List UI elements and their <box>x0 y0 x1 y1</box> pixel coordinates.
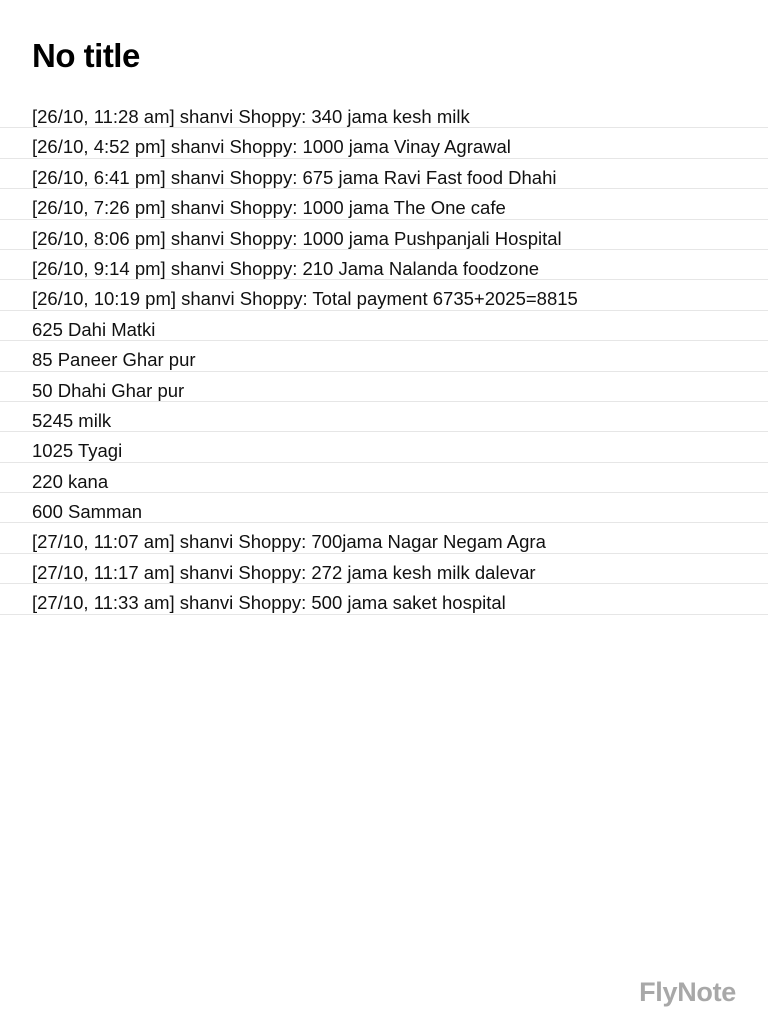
note-line: [26/10, 4:52 pm] shanvi Shoppy: 1000 jama Vinay Agrawal <box>0 128 768 158</box>
note-line: [26/10, 11:28 am] shanvi Shoppy: 340 jama kesh milk <box>0 98 768 128</box>
note-line: [26/10, 7:26 pm] shanvi Shoppy: 1000 jama The One cafe <box>0 189 768 219</box>
page-title: No title <box>32 37 140 74</box>
note-line: [27/10, 11:33 am] shanvi Shoppy: 500 jama saket hospital <box>0 584 768 614</box>
note-line: [26/10, 10:19 pm] shanvi Shoppy: Total payment 6735+2025=8815 <box>0 280 768 310</box>
note-line: 50 Dhahi Ghar pur <box>0 372 768 402</box>
note-line: 5245 milk <box>0 402 768 432</box>
note-line: [26/10, 8:06 pm] shanvi Shoppy: 1000 jama Pushpanjali Hospital <box>0 220 768 250</box>
note-line: 85 Paneer Ghar pur <box>0 341 768 371</box>
brand-logo: FlyNote <box>639 977 736 1007</box>
note-line: [27/10, 11:17 am] shanvi Shoppy: 272 jama kesh milk dalevar <box>0 554 768 584</box>
note-line: 220 kana <box>0 463 768 493</box>
note-line: 1025 Tyagi <box>0 432 768 462</box>
note-line: 625 Dahi Matki <box>0 311 768 341</box>
note-line: [26/10, 9:14 pm] shanvi Shoppy: 210 Jama Nalanda foodzone <box>0 250 768 280</box>
note-line: [27/10, 11:07 am] shanvi Shoppy: 700jama Nagar Negam Agra <box>0 523 768 553</box>
note-body <box>0 98 768 615</box>
note-line: 600 Samman <box>0 493 768 523</box>
note-line: [26/10, 6:41 pm] shanvi Shoppy: 675 jama Ravi Fast food Dhahi <box>0 159 768 189</box>
